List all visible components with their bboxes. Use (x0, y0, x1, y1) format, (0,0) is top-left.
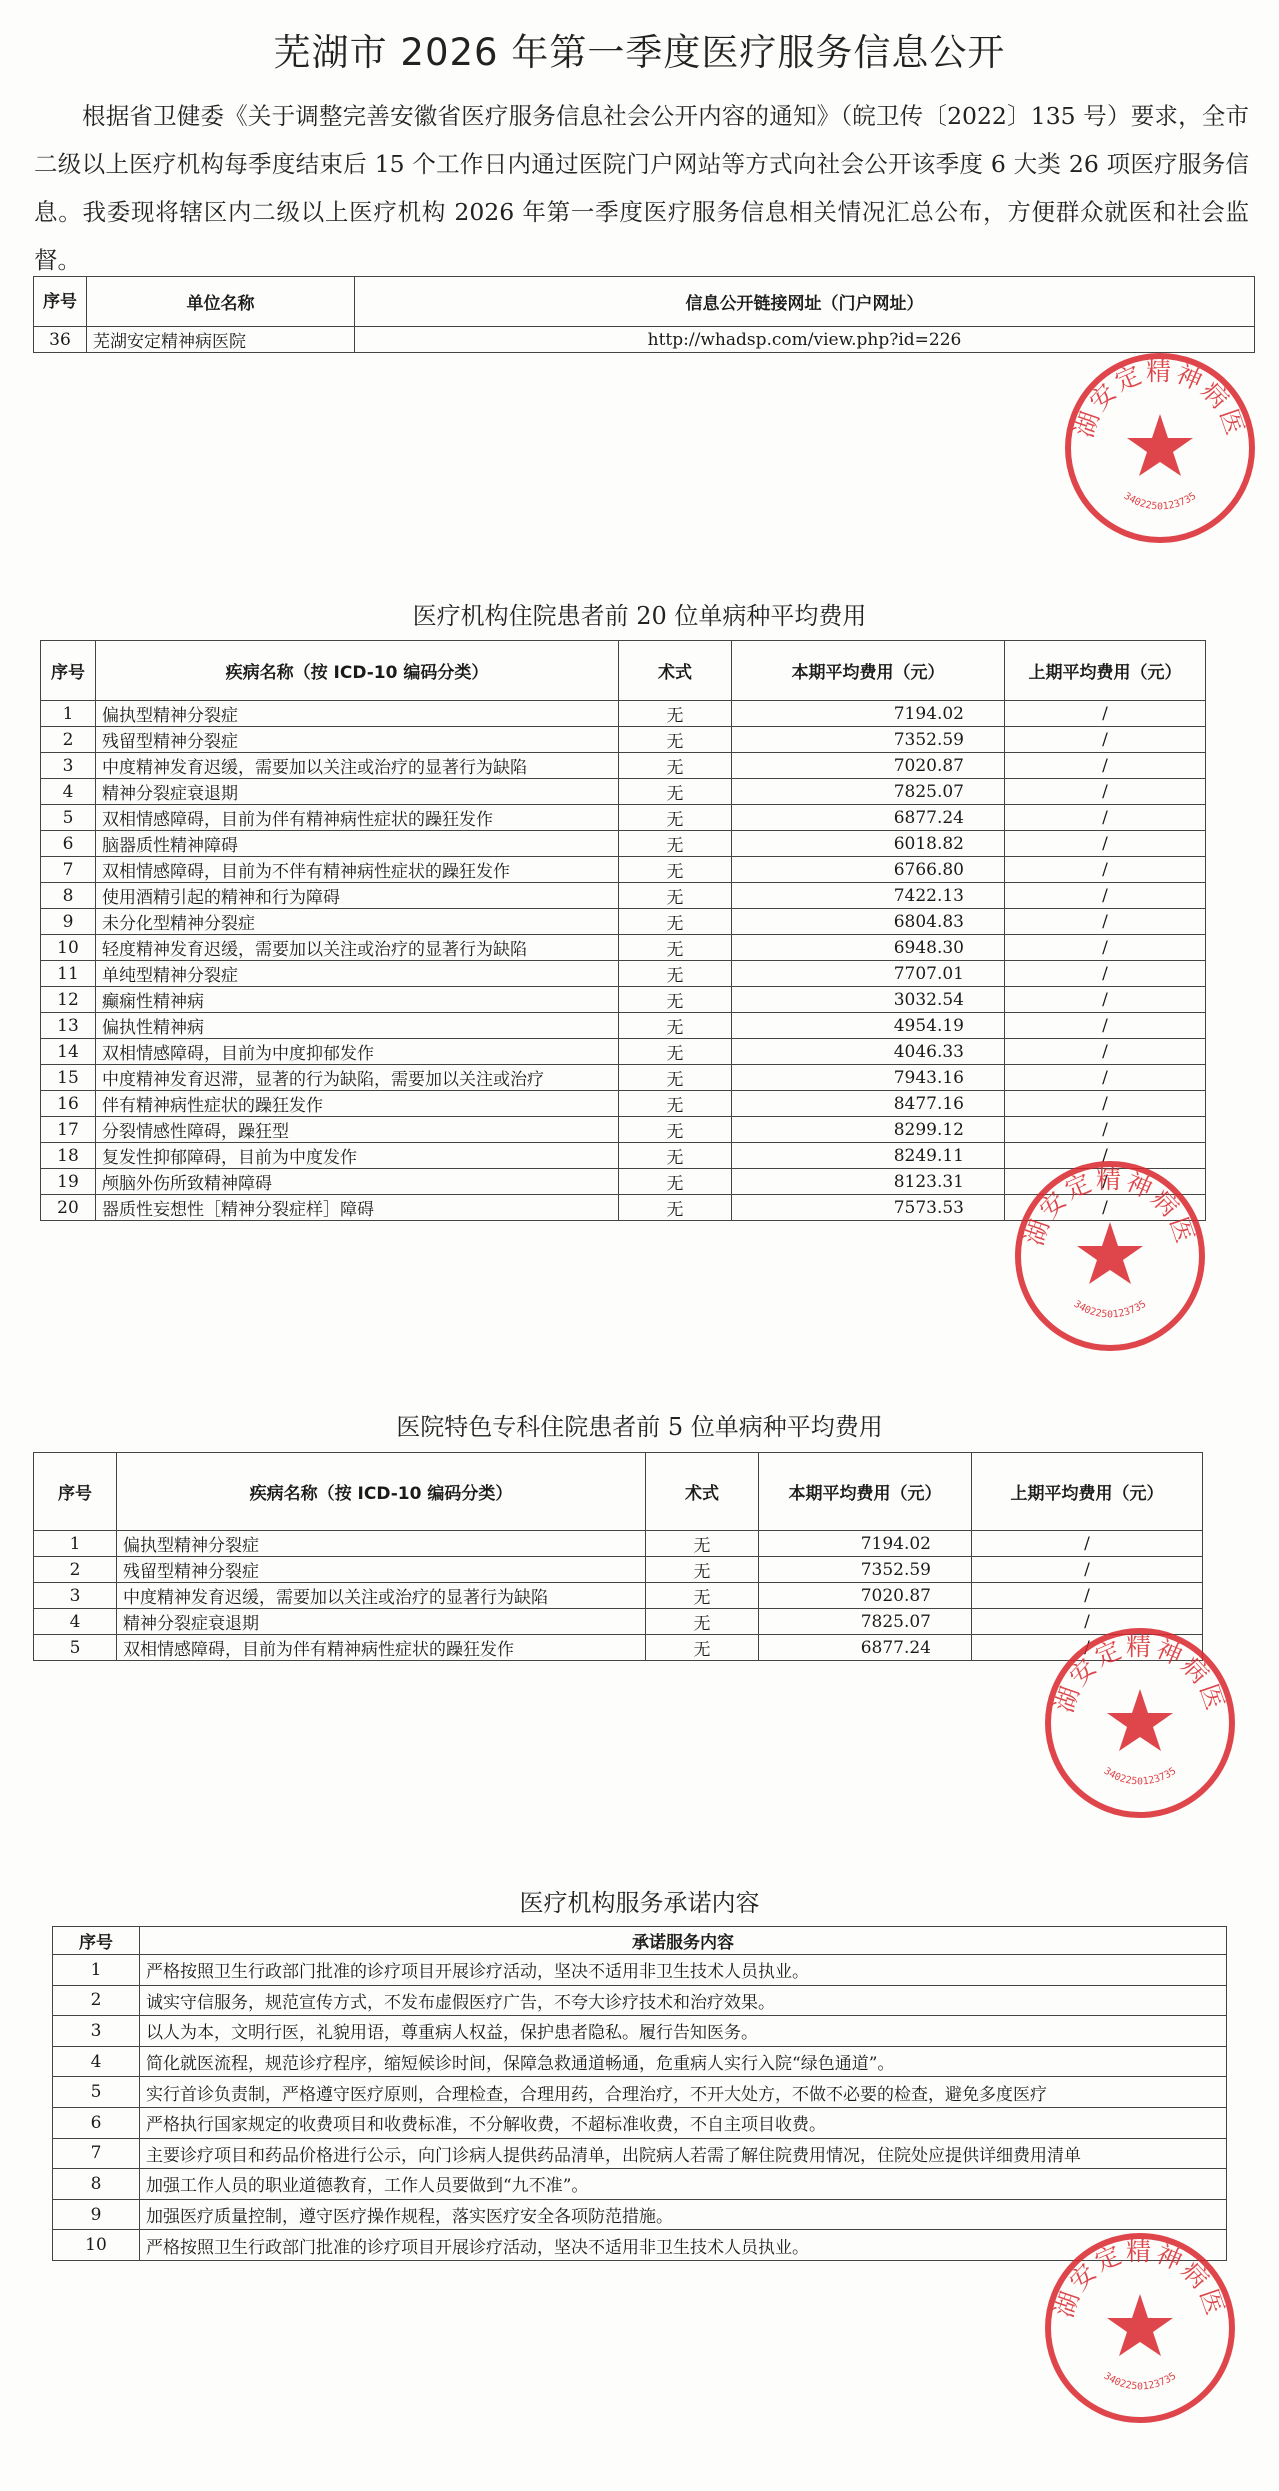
info-header-name: 单位名称 (87, 277, 355, 327)
row-no: 12 (41, 987, 96, 1013)
disease-name: 复发性抑郁障碍，目前为中度发作 (96, 1143, 619, 1169)
commitment-text: 简化就医流程，规范诊疗程序，缩短候诊时间，保障急救通道畅通，危重病人实行入院“绿色通道”。 (140, 2046, 1227, 2077)
surgery: 无 (619, 1039, 732, 1065)
previous-cost: / (1005, 1039, 1206, 1065)
table-row (53, 2199, 1227, 2230)
current-cost: 7573.53 (732, 1195, 1005, 1221)
table-row (53, 2169, 1227, 2200)
table-row (53, 2107, 1227, 2138)
table-row (53, 2138, 1227, 2169)
commitment-text: 主要诊疗项目和药品价格进行公示，向门诊病人提供药品清单，出院病人若需了解住院费用情况，住院处应提供详细费用清单 (140, 2138, 1227, 2169)
disease-name: 使用酒精引起的精神和行为障碍 (96, 883, 619, 909)
previous-cost: / (972, 1557, 1203, 1583)
row-no: 9 (53, 2199, 140, 2230)
info-cell-url[interactable]: http://whadsp.com/view.php?id=226 (355, 327, 1255, 353)
surgery: 无 (619, 1195, 732, 1221)
previous-cost: / (972, 1583, 1203, 1609)
intro-paragraph: 根据省卫健委《关于调整完善安徽省医疗服务信息社会公开内容的通知》（皖卫传〔2022〕135 号）要求，全市二级以上医疗机构每季度结束后 15 个工作日内通过医院门户网站等方式向社会公开该季度 6 大类 26 项医疗服务信息。我委现将辖区内二级以上医疗机构 2026 年第一季度医疗服务信息相关情况汇总公布，方便群众就医和社会监督。 (34, 102, 1249, 274)
surgery: 无 (619, 727, 732, 753)
previous-cost: / (1005, 753, 1206, 779)
row-no: 4 (41, 779, 96, 805)
hospital-seal (1060, 348, 1260, 548)
page-title: 芜湖市 2026 年第一季度医疗服务信息公开 (273, 31, 1006, 74)
current-cost: 7020.87 (732, 753, 1005, 779)
previous-cost: / (1005, 987, 1206, 1013)
disease-name: 未分化型精神分裂症 (96, 909, 619, 935)
disease-name: 双相情感障碍，目前为伴有精神病性症状的躁狂发作 (96, 805, 619, 831)
current-cost: 7194.02 (732, 701, 1005, 727)
row-no: 15 (41, 1065, 96, 1091)
table-row (53, 2046, 1227, 2077)
disease-name: 残留型精神分裂症 (117, 1557, 646, 1583)
previous-cost: / (972, 1531, 1203, 1557)
row-no: 2 (34, 1557, 117, 1583)
table-row (34, 1531, 1203, 1557)
row-no: 3 (41, 753, 96, 779)
table-row (41, 857, 1206, 883)
t2-header-surgery: 术式 (646, 1453, 759, 1531)
previous-cost: / (1005, 1065, 1206, 1091)
surgery: 无 (619, 935, 732, 961)
current-cost: 7825.07 (759, 1609, 972, 1635)
surgery: 无 (619, 779, 732, 805)
disease-name: 双相情感障碍，目前为中度抑郁发作 (96, 1039, 619, 1065)
table-row (41, 909, 1206, 935)
table-row (41, 1091, 1206, 1117)
disease-name: 中度精神发育迟缓，需要加以关注或治疗的显著行为缺陷 (96, 753, 619, 779)
surgery: 无 (619, 987, 732, 1013)
surgery: 无 (619, 1065, 732, 1091)
info-header-no: 序号 (34, 277, 87, 327)
table-row (34, 1609, 1203, 1635)
current-cost: 7943.16 (732, 1065, 1005, 1091)
info-table (33, 276, 1255, 353)
surgery: 无 (646, 1557, 759, 1583)
current-cost: 4954.19 (732, 1013, 1005, 1039)
t1-header-current: 本期平均费用（元） (732, 641, 1005, 701)
surgery: 无 (619, 1117, 732, 1143)
disease-name: 偏执型精神分裂症 (96, 701, 619, 727)
table2-title: 医院特色专科住院患者前 5 位单病种平均费用 (396, 1413, 883, 1441)
t1-header-previous: 上期平均费用（元） (1005, 641, 1206, 701)
row-no: 9 (41, 909, 96, 935)
table-row (53, 2016, 1227, 2047)
commitment-text: 实行首诊负责制，严格遵守医疗原则，合理检查，合理用药，合理治疗，不开大处方，不做不必要的检查，避免多度医疗 (140, 2077, 1227, 2108)
disease-name: 残留型精神分裂症 (96, 727, 619, 753)
table-row (53, 1985, 1227, 2016)
row-no: 2 (53, 1985, 140, 2016)
disease-name: 偏执性精神病 (96, 1013, 619, 1039)
table-row (53, 1955, 1227, 1986)
row-no: 18 (41, 1143, 96, 1169)
previous-cost: / (1005, 779, 1206, 805)
current-cost: 6804.83 (732, 909, 1005, 935)
row-no: 8 (53, 2169, 140, 2200)
table-row (53, 2077, 1227, 2108)
surgery: 无 (619, 701, 732, 727)
current-cost: 7707.01 (732, 961, 1005, 987)
row-no: 1 (34, 1531, 117, 1557)
row-no: 1 (53, 1955, 140, 1986)
disease-name: 双相情感障碍，目前为不伴有精神病性症状的躁狂发作 (96, 857, 619, 883)
commitment-text: 加强医疗质量控制，遵守医疗操作规程，落实医疗安全各项防范措施。 (140, 2199, 1227, 2230)
previous-cost: / (1005, 909, 1206, 935)
row-no: 7 (41, 857, 96, 883)
surgery: 无 (619, 1143, 732, 1169)
row-no: 8 (41, 883, 96, 909)
info-cell-no: 36 (34, 327, 87, 353)
current-cost: 6948.30 (732, 935, 1005, 961)
row-no: 19 (41, 1169, 96, 1195)
current-cost: 6877.24 (732, 805, 1005, 831)
table-row (41, 805, 1206, 831)
row-no: 4 (53, 2046, 140, 2077)
hospital-seal (1040, 1623, 1240, 1823)
table2 (33, 1452, 1203, 1661)
disease-name: 器质性妄想性［精神分裂症样］障碍 (96, 1195, 619, 1221)
previous-cost: / (1005, 701, 1206, 727)
table-row (41, 961, 1206, 987)
table-row (41, 727, 1206, 753)
row-no: 14 (41, 1039, 96, 1065)
surgery: 无 (646, 1635, 759, 1661)
table3 (52, 1926, 1227, 2261)
row-no: 4 (34, 1609, 117, 1635)
row-no: 13 (41, 1013, 96, 1039)
disease-name: 伴有精神病性症状的躁狂发作 (96, 1091, 619, 1117)
disease-name: 精神分裂症衰退期 (96, 779, 619, 805)
previous-cost: / (1005, 1117, 1206, 1143)
row-no: 3 (34, 1583, 117, 1609)
surgery: 无 (619, 805, 732, 831)
surgery: 无 (619, 1013, 732, 1039)
info-cell-name: 芜湖安定精神病医院 (87, 327, 355, 353)
surgery: 无 (619, 831, 732, 857)
surgery: 无 (619, 1169, 732, 1195)
previous-cost: / (1005, 831, 1206, 857)
previous-cost: / (1005, 727, 1206, 753)
surgery: 无 (646, 1609, 759, 1635)
table-row (41, 831, 1206, 857)
previous-cost: / (1005, 1091, 1206, 1117)
row-no: 6 (41, 831, 96, 857)
surgery: 无 (619, 961, 732, 987)
surgery: 无 (646, 1531, 759, 1557)
t2-header-disease: 疾病名称（按 ICD-10 编码分类） (117, 1453, 646, 1531)
disease-name: 颅脑外伤所致精神障碍 (96, 1169, 619, 1195)
previous-cost: / (1005, 883, 1206, 909)
table-row (41, 987, 1206, 1013)
table1 (40, 640, 1206, 1221)
disease-name: 双相情感障碍，目前为伴有精神病性症状的躁狂发作 (117, 1635, 646, 1661)
surgery: 无 (619, 883, 732, 909)
commitment-text: 诚实守信服务，规范宣传方式，不发布虚假医疗广告，不夸大诊疗技术和治疗效果。 (140, 1985, 1227, 2016)
t2-header-no: 序号 (34, 1453, 117, 1531)
surgery: 无 (619, 1091, 732, 1117)
t1-header-no: 序号 (41, 641, 96, 701)
previous-cost: / (1005, 857, 1206, 883)
disease-name: 中度精神发育迟滞，显著的行为缺陷，需要加以关注或治疗 (96, 1065, 619, 1091)
table-row (41, 1065, 1206, 1091)
current-cost: 6877.24 (759, 1635, 972, 1661)
current-cost: 6018.82 (732, 831, 1005, 857)
surgery: 无 (619, 857, 732, 883)
commitment-text: 严格按照卫生行政部门批准的诊疗项目开展诊疗活动，坚决不适用非卫生技术人员执业。 (140, 2230, 1227, 2261)
current-cost: 4046.33 (732, 1039, 1005, 1065)
table-row (41, 701, 1206, 727)
row-no: 11 (41, 961, 96, 987)
table-row (41, 779, 1206, 805)
t3-header-no: 序号 (53, 1927, 140, 1955)
previous-cost: / (1005, 961, 1206, 987)
current-cost: 8299.12 (732, 1117, 1005, 1143)
disease-name: 单纯型精神分裂症 (96, 961, 619, 987)
commitment-text: 严格执行国家规定的收费项目和收费标准，不分解收费，不超标准收费，不自主项目收费。 (140, 2107, 1227, 2138)
table-row (34, 1557, 1203, 1583)
info-header-url: 信息公开链接网址（门户网址） (355, 277, 1255, 327)
hospital-seal (1040, 2228, 1240, 2428)
current-cost: 7352.59 (732, 727, 1005, 753)
disease-name: 脑器质性精神障碍 (96, 831, 619, 857)
t3-header-content: 承诺服务内容 (140, 1927, 1227, 1955)
disease-name: 癫痫性精神病 (96, 987, 619, 1013)
row-no: 17 (41, 1117, 96, 1143)
table-row (34, 1583, 1203, 1609)
commitment-text: 以人为本，文明行医，礼貌用语，尊重病人权益，保护患者隐私。履行告知医务。 (140, 2016, 1227, 2047)
previous-cost: / (1005, 1013, 1206, 1039)
current-cost: 7020.87 (759, 1583, 972, 1609)
t2-header-previous: 上期平均费用（元） (972, 1453, 1203, 1531)
table-row (41, 935, 1206, 961)
t1-header-disease: 疾病名称（按 ICD-10 编码分类） (96, 641, 619, 701)
row-no: 3 (53, 2016, 140, 2047)
surgery: 无 (619, 909, 732, 935)
previous-cost: / (972, 1609, 1203, 1635)
table-row (34, 1635, 1203, 1661)
row-no: 1 (41, 701, 96, 727)
row-no: 20 (41, 1195, 96, 1221)
table-row (41, 1117, 1206, 1143)
previous-cost: / (1005, 1143, 1206, 1169)
row-no: 10 (53, 2230, 140, 2261)
current-cost: 7352.59 (759, 1557, 972, 1583)
row-no: 5 (41, 805, 96, 831)
row-no: 6 (53, 2107, 140, 2138)
t1-header-surgery: 术式 (619, 641, 732, 701)
current-cost: 6766.80 (732, 857, 1005, 883)
current-cost: 7422.13 (732, 883, 1005, 909)
table-row (41, 1039, 1206, 1065)
current-cost: 7825.07 (732, 779, 1005, 805)
table-row (41, 883, 1206, 909)
table-row (41, 1013, 1206, 1039)
row-no: 2 (41, 727, 96, 753)
table1-title: 医疗机构住院患者前 20 位单病种平均费用 (412, 602, 867, 630)
table3-title: 医疗机构服务承诺内容 (519, 1889, 760, 1917)
row-no: 5 (34, 1635, 117, 1661)
previous-cost: / (1005, 805, 1206, 831)
disease-name: 轻度精神发育迟缓，需要加以关注或治疗的显著行为缺陷 (96, 935, 619, 961)
commitment-text: 严格按照卫生行政部门批准的诊疗项目开展诊疗活动，坚决不适用非卫生技术人员执业。 (140, 1955, 1227, 1986)
commitment-text: 加强工作人员的职业道德教育，工作人员要做到“九不准”。 (140, 2169, 1227, 2200)
disease-name: 偏执型精神分裂症 (117, 1531, 646, 1557)
hospital-seal (1010, 1156, 1210, 1356)
row-no: 10 (41, 935, 96, 961)
current-cost: 8123.31 (732, 1169, 1005, 1195)
disease-name: 分裂情感性障碍，躁狂型 (96, 1117, 619, 1143)
current-cost: 3032.54 (732, 987, 1005, 1013)
row-no: 7 (53, 2138, 140, 2169)
current-cost: 8477.16 (732, 1091, 1005, 1117)
t2-header-current: 本期平均费用（元） (759, 1453, 972, 1531)
previous-cost: / (1005, 1195, 1206, 1221)
previous-cost: / (1005, 935, 1206, 961)
disease-name: 中度精神发育迟缓，需要加以关注或治疗的显著行为缺陷 (117, 1583, 646, 1609)
current-cost: 7194.02 (759, 1531, 972, 1557)
row-no: 5 (53, 2077, 140, 2108)
current-cost: 8249.11 (732, 1143, 1005, 1169)
table-row (41, 753, 1206, 779)
row-no: 16 (41, 1091, 96, 1117)
disease-name: 精神分裂症衰退期 (117, 1609, 646, 1635)
surgery: 无 (646, 1583, 759, 1609)
surgery: 无 (619, 753, 732, 779)
